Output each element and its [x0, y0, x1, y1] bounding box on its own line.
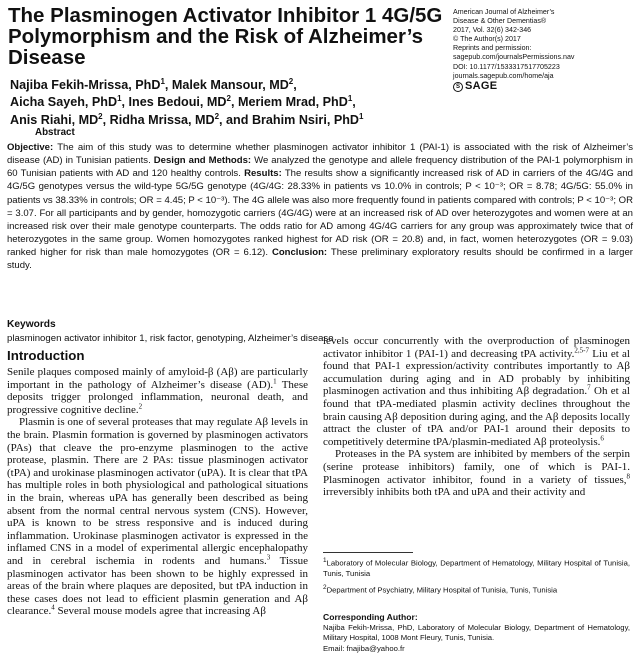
journal-line: © The Author(s) 2017 [453, 35, 521, 44]
author-name: Brahim Nsiri, PhD [251, 112, 360, 127]
citation-ref[interactable]: 2 [138, 402, 143, 411]
affiliation-footnotes [323, 556, 630, 600]
author-name: Ines Bedoui, MD [128, 95, 227, 110]
abstract-heading: Abstract [35, 127, 75, 138]
abstract-conclusion: These preliminary exploratory results should be confirmed in a larger study. [7, 247, 633, 272]
paragraph-text: Proteases in the PA system are inhibited by members of the serpin (serine protease inhibitors) family, one of which is PAI-1. Plasminogen activator inhibitor, found in a variety of tissues, [323, 448, 630, 486]
journal-line[interactable]: Reprints and permission: [453, 44, 532, 53]
journal-line[interactable]: DOI: 10.1177/1533317517705223 [453, 62, 560, 71]
footnote-text: Department of Psychiatry, Military Hospital of Tunisia, Tunis, Tunisia [326, 585, 558, 595]
abstract-design-label: Design and Methods: [153, 155, 252, 167]
journal-line: Disease & Other Dementias® [453, 17, 547, 26]
author-affiliation: 1 [359, 111, 364, 121]
sage-logo-icon: S [453, 82, 463, 92]
footnote [323, 583, 630, 596]
citation-ref[interactable]: 4 [51, 603, 55, 612]
body-column-left [7, 366, 308, 618]
paragraph-text: Plasmin is one of several proteases that may regulate Aβ levels in the brain. Plasmin formation is governed by plasminogen activators (PAs) that cleave the pro-enzyme plasminogen to the active protease, plasmin. There are 2 PAs: tissue plasminogen activator (tPA) and urokinase plasminogen activator (uPA). It is clear that tPA has multiple roles in both physiological and pathological situations in the brain, whereas uPA has generally been described as being absent from the normal central nervous system (CNS). However, uPA is known to be stress responsive and is induced during inflammation. Urokinase plasminogen activator is expressed in the inflamed CNS in a model of experimental allergic encephalopathy and in cerebral ischemia in rodents and humans. [7, 416, 308, 567]
body-paragraph [323, 335, 630, 448]
author-affiliation: 1 [347, 94, 353, 104]
footnote [323, 556, 630, 579]
publisher-name: SAGE [465, 80, 498, 93]
citation-ref[interactable]: 7 [587, 383, 591, 392]
author-separator: , and [219, 112, 252, 127]
footnote-number: 2 [323, 584, 327, 592]
footnote-divider [323, 552, 413, 553]
author-separator: , [121, 95, 129, 110]
keywords-heading: Keywords [7, 319, 56, 330]
author-name: Najiba Fekih-Mrissa, PhD [10, 78, 161, 92]
author-name: Aicha Sayeh, PhD [10, 95, 118, 110]
footnote-text: Laboratory of Molecular Biology, Department of Hematology, Military Hospital of Tunisia, Tunis, Tunisia [323, 558, 630, 578]
journal-line[interactable]: journals.sagepub.com/home/aja [453, 71, 554, 80]
sage-logo [453, 82, 635, 92]
abstract-conclusion-label: Conclusion: [271, 247, 328, 259]
journal-info [453, 8, 635, 92]
author-affiliation: 2 [98, 111, 103, 121]
paragraph-text: Liu et al found that PAI-1 expression/activity contributes importantly to Aβ accumulation during aging and in AD probably by inhibiting plasminogen activation and thus inhibiting Aβ degradation. [323, 347, 630, 398]
abstract-design: We analyzed the genotype and allele frequency distribution of the PAI-1 polymorphism in 60 Tunisian patients with AD and 120 healthy controls. [7, 155, 633, 180]
paragraph-text: These deposits trigger prolonged inflammation, neuronal death, and progressive cognitive decline. [7, 378, 308, 416]
author-name: Malek Mansour, MD [171, 78, 289, 92]
journal-line: American Journal of Alzheimer’s [453, 8, 555, 16]
body-paragraph [7, 366, 308, 416]
journal-line: 2017, Vol. 32(6) 342-346 [453, 26, 532, 35]
corresponding-author [323, 623, 630, 654]
author-name: Ridha Mrissa, MD [109, 112, 215, 127]
citation-ref[interactable]: 2,5-7 [574, 345, 590, 354]
paragraph-text: Senile plaques composed mainly of amyloid-β (Aβ) are particularly important in the pathology of Alzheimer’s disease (AD). [7, 366, 308, 391]
body-paragraph [323, 448, 630, 498]
paragraph-text: Several mouse models agree that increasing Aβ [54, 605, 266, 618]
corresponding-author-address: Najiba Fekih-Mrissa, PhD, Laboratory of Molecular Biology, Department of Hematology, Military Hospital, 1008 Mont Fleury, Tunis, Tunisia. [323, 623, 630, 643]
author-affiliation: 2 [214, 111, 220, 121]
citation-ref[interactable]: 1 [273, 376, 277, 385]
abstract-objective: The aim of this study was to determine whether plasminogen activator inhibitor 1 (PAI-1) is associated with the risk of Alzheimer’s disease (AD) in Tunisian patients. [7, 142, 633, 167]
body-paragraph [7, 416, 308, 618]
journal-line[interactable]: sagepub.com/journalsPermissions.nav [453, 53, 575, 62]
introduction-heading: Introduction [7, 348, 85, 363]
body-column-right [323, 335, 630, 499]
abstract-body [7, 141, 633, 273]
author-affiliation: 1 [160, 76, 165, 86]
abstract-objective-label: Objective: [7, 142, 54, 153]
author-separator: , [164, 78, 172, 92]
abstract-results-label: Results: [244, 168, 282, 180]
author-separator: , [293, 78, 297, 92]
citation-ref[interactable]: 3 [266, 553, 271, 562]
paragraph-text: Oh et al found that tPA-mediated plasmin activity declines throughout the brain causing Aβ deposition during aging, and the Aβ deposits locally attract the cluster of tPA and/or PAI-1 around their deposits to competitively determine tPA/plasmin-mediated Aβ proteolysis. [323, 385, 630, 448]
citation-ref[interactable]: 8 [626, 471, 630, 480]
author-separator: , [230, 95, 238, 110]
author-list [10, 77, 480, 129]
abstract-results: The results show a significantly increased risk of AD in carriers of the 4G/4G and 4G/5G genotypes versus the wild-type 5G/5G genotype (4G/4G: 28.33% in patients vs 10.0% in controls; P < 10⁻³; OR = 8.78; 4G/5G: 55.0% in patients vs 38.33% in controls; OR = 4.45; P < 10⁻³). The 4G allele was also more frequently found in patients compared with controls; P < 10⁻³; OR = 3.07. For all participants and by gender, homozygotic carriers (4G/4G) were at an increased risk of AD over heterozygotes and women were at an increased risk over their male genotype counterparts. The odds ratio for AD among 4G/4G carriers for any group was approximately twice that of heterozygotes in the same group. Women homozygotes ranked highest for AD risk (OR = 20.8) and, in fact, women heterozygotes (OR = 9.03) ranked higher for risk than male homozygotes (OR = 6.12). [7, 168, 633, 259]
author-affiliation: 2 [288, 76, 294, 86]
article-title: The Plasminogen Activator Inhibitor 1 4G/5G Polymorphism and the Risk of Alzheimer’s Disease [8, 4, 443, 69]
author-name: Meriem Mrad, PhD [237, 95, 348, 110]
author-affiliation: 1 [117, 94, 122, 104]
author-affiliation: 2 [226, 94, 231, 104]
paragraph-text: levels occur concurrently with the overproduction of plasminogen activator inhibitor 1 (PAI-1) and decreasing tPA activity. [323, 335, 630, 360]
author-name: Anis Riahi, MD [10, 112, 99, 127]
keywords-list: plasminogen activator inhibitor 1, risk factor, genotyping, Alzheimer’s disease [7, 333, 334, 344]
paragraph-text: Tissue plasminogen activator has been shown to be highly expressed in areas of the brain where plaques are deposited, but tPA induction in these cases does not lead to efficient plasmin generation and Aβ clearance. [7, 554, 308, 618]
author-separator: , [352, 95, 356, 110]
footnote-number: 1 [323, 557, 327, 564]
author-separator: , [102, 112, 110, 127]
corresponding-author-heading: Corresponding Author: [323, 612, 418, 622]
paragraph-text: irreversibly inhibits both tPA and uPA and their activity and [323, 486, 586, 499]
citation-ref[interactable]: 6 [600, 434, 604, 443]
corresponding-author-email[interactable]: Email: fnajiba@yahoo.fr [323, 643, 405, 653]
